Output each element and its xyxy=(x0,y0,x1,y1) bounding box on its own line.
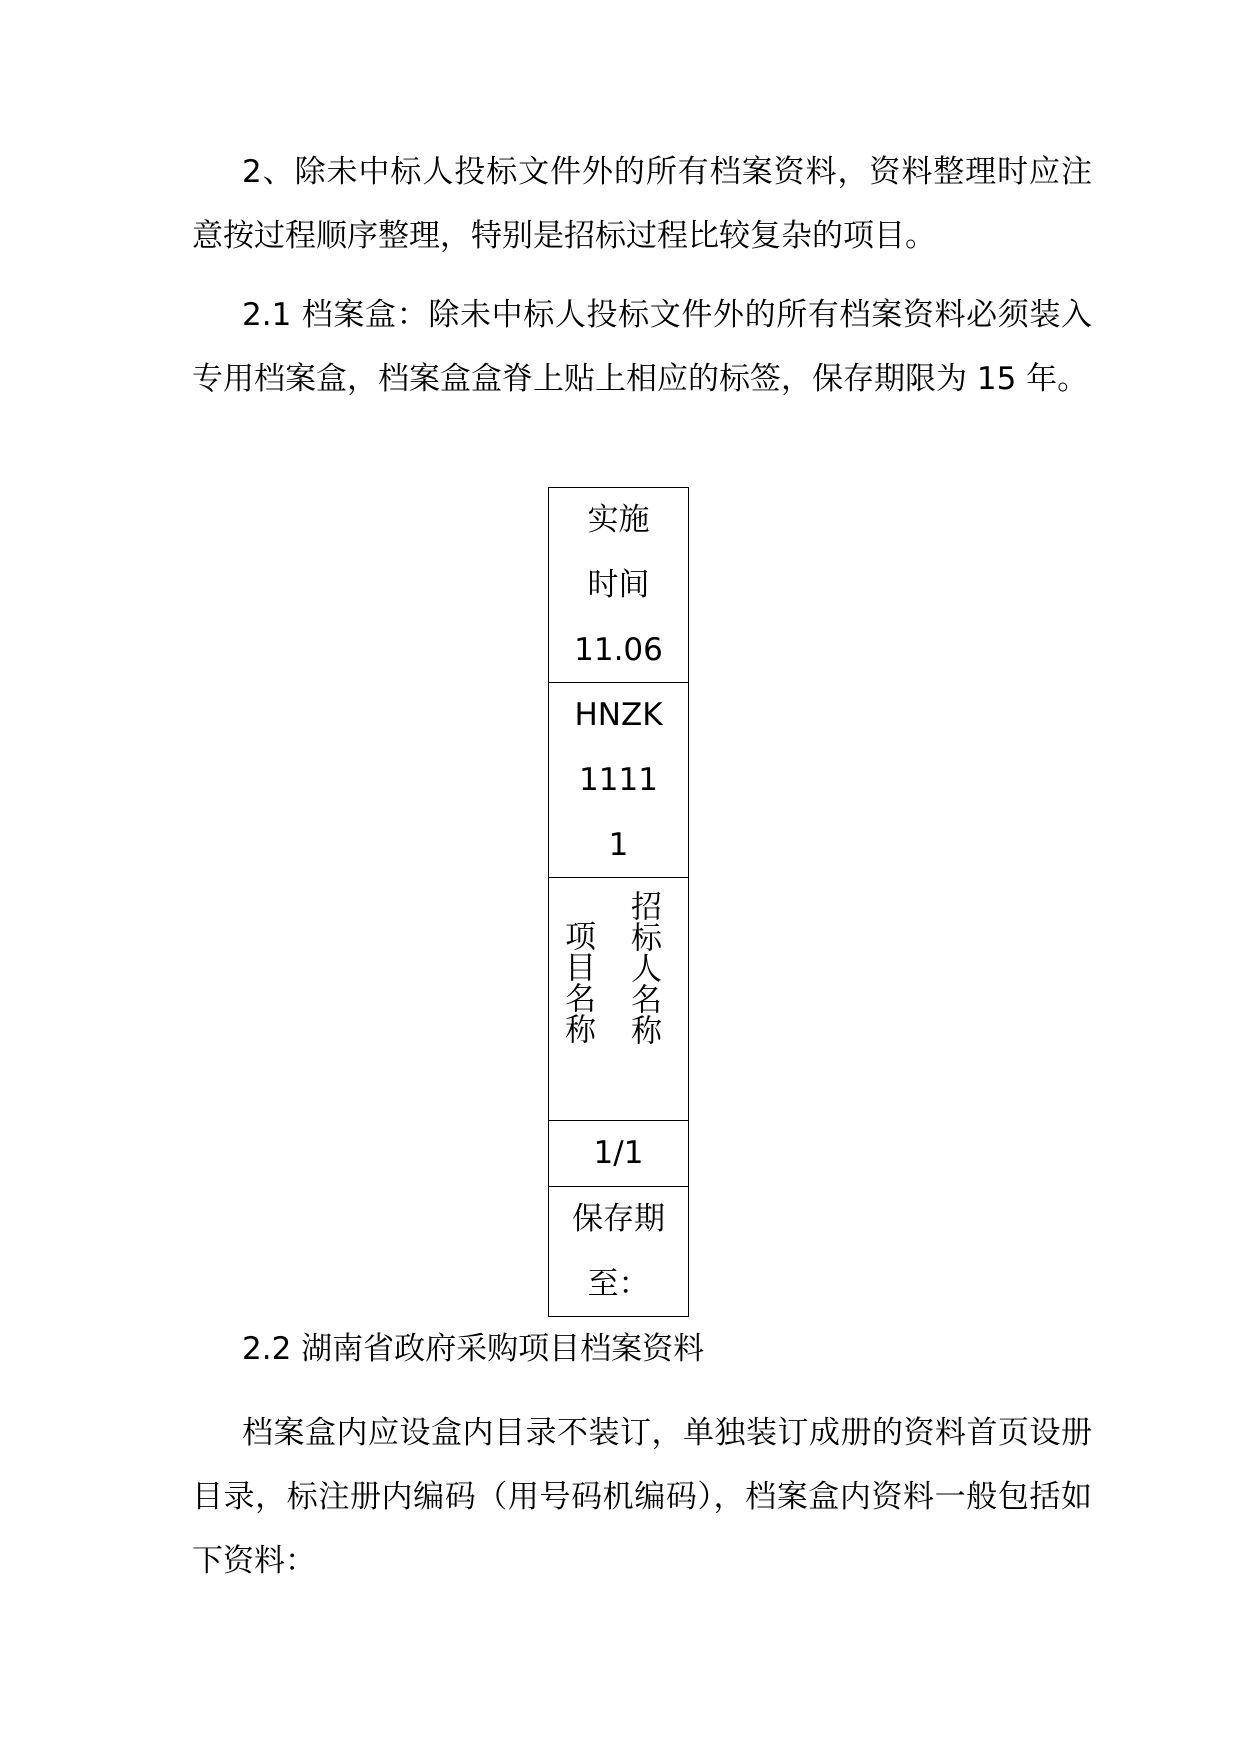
paragraph-archive-materials: 2、除未中标人投标文件外的所有档案资料，资料整理时应注意按过程顺序整理，特别是招标过程比较复杂的项目。 xyxy=(192,154,1092,254)
paragraph-box-contents: 档案盒内应设盒内目录不装订，单独装订成册的资料首页设册目录，标注册内编码（用号码机编码），档案盒内资料一般包括如下资料： xyxy=(192,1415,1092,1579)
paragraph-archive-box: 2.1 档案盒：除未中标人投标文件外的所有档案资料必须装入专用档案盒，档案盒盒脊上贴上相应的标签，保存期限为 15 年。 xyxy=(192,297,1092,397)
label-date-caption-1: 实施 xyxy=(587,502,650,538)
label-volume-value: 1/1 xyxy=(593,1135,644,1171)
archive-box-spine-label xyxy=(548,487,689,1317)
label-cell-volume xyxy=(549,1121,688,1187)
label-code-part-1: HNZK xyxy=(574,697,663,733)
label-cell-retention xyxy=(549,1187,688,1316)
label-project-name: 项目名称 xyxy=(559,920,595,1044)
label-retention-caption: 保存期 xyxy=(572,1201,665,1237)
label-retention-until: 至： xyxy=(587,1266,650,1302)
label-cell-names xyxy=(549,878,688,1121)
label-cell-project-code xyxy=(549,683,688,878)
label-cell-implementation-date xyxy=(549,488,688,683)
label-date-caption-2: 时间 xyxy=(587,567,650,603)
label-code-part-2: 1111 xyxy=(579,762,658,798)
label-code-part-3: 1 xyxy=(608,827,629,863)
label-tenderer-name: 招标人名称 xyxy=(625,890,661,1045)
section-heading-hunan-procurement: 2.2 湖南省政府采购项目档案资料 xyxy=(242,1331,705,1367)
label-date-value: 11.06 xyxy=(574,632,663,668)
